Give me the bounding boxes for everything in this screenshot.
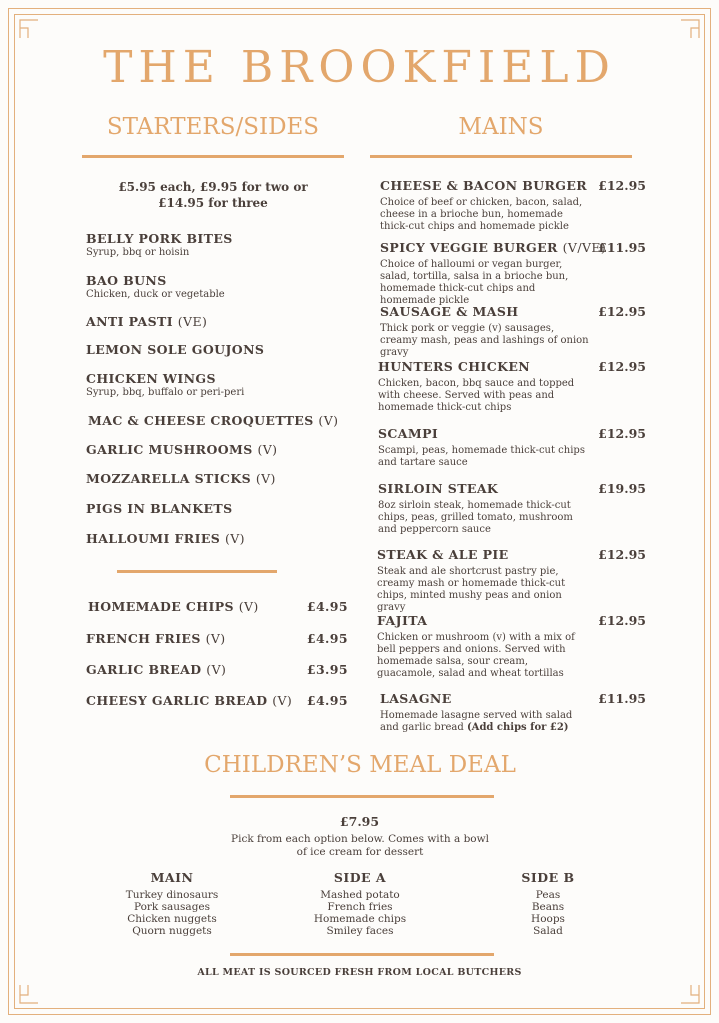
main-name: LASAGNE	[380, 691, 452, 706]
side-item	[88, 599, 348, 614]
kids-column-side-b	[478, 870, 618, 937]
starter-item	[86, 531, 245, 546]
main-name: CHEESE & BACON BURGER	[380, 178, 588, 193]
main-item	[380, 178, 646, 233]
main-price: £12.95	[598, 304, 646, 319]
side-name: HOMEMADE CHIPS	[88, 599, 234, 614]
list-item: Hoops	[531, 913, 565, 925]
column-heading: SIDE A	[333, 870, 387, 885]
side-price: £3.95	[306, 662, 348, 677]
footer-note: ALL MEAT IS SOURCED FRESH FROM LOCAL BUTCHERS	[197, 967, 522, 978]
list-item: Mashed potato	[320, 889, 400, 901]
main-price: £12.95	[598, 547, 646, 562]
diet-tag: (V)	[205, 631, 226, 646]
kids-heading: CHILDREN’S MEAL DEAL	[204, 752, 516, 778]
list-item: Beans	[531, 901, 565, 913]
main-item	[380, 240, 646, 307]
list-item: Quorn nuggets	[132, 925, 212, 937]
starter-item	[86, 501, 233, 516]
main-desc: Steak and ale shortcrust pastry pie, creamy mash or homemade thick-cut chips, minted mushy peas and onion gravy	[377, 566, 566, 613]
starter-name: MAC & CHEESE CROQUETTES	[88, 413, 314, 428]
main-desc: Choice of halloumi or vegan burger, salad, tortilla, salsa in a brioche bun, homemade thick-cut chips and homemade pickle	[380, 259, 569, 306]
main-desc: 8oz sirloin steak, homemade thick-cut chips, peas, grilled tomato, mushroom and peppercorn sauce	[378, 500, 573, 535]
list-item: Turkey dinosaurs	[125, 889, 219, 901]
starter-item	[86, 471, 276, 486]
column-heading: MAIN	[150, 870, 194, 885]
starter-name: HALLOUMI FRIES	[86, 531, 221, 546]
side-item	[86, 631, 348, 646]
diet-tag: (V)	[238, 599, 259, 614]
main-item	[378, 426, 646, 469]
kids-column-side-a	[290, 870, 430, 937]
starter-name: GARLIC MUSHROOMS	[86, 442, 253, 457]
side-name: CHEESY GARLIC BREAD	[86, 693, 268, 708]
main-item	[380, 691, 646, 734]
add-on-note: (Add chips for £2)	[466, 722, 569, 733]
starter-item	[86, 442, 277, 457]
mains-heading: MAINS	[458, 114, 544, 140]
divider	[370, 155, 632, 158]
starter-desc: Chicken, duck or vegetable	[86, 289, 225, 300]
main-desc: Thick pork or veggie (v) sausages, creamy mash, peas and lashings of onion gravy	[380, 323, 589, 358]
main-item	[378, 481, 646, 536]
starter-name: LEMON SOLE GOUJONS	[86, 342, 265, 357]
side-price: £4.95	[306, 631, 348, 646]
corner-ornament-icon	[681, 14, 705, 38]
main-price: £11.95	[598, 691, 646, 706]
main-price: £12.95	[598, 426, 646, 441]
main-name: HUNTERS CHICKEN	[378, 359, 531, 374]
starter-name: MOZZARELLA STICKS	[86, 471, 252, 486]
main-item	[377, 547, 646, 614]
starter-desc: Syrup, bbq or hoisin	[86, 247, 190, 258]
corner-ornament-icon	[14, 985, 38, 1009]
starter-item	[88, 413, 338, 428]
divider	[82, 155, 344, 158]
main-desc: Homemade lasagne served with salad and garlic bread (Add chips for £2)	[380, 710, 573, 733]
starter-desc: Syrup, bbq, buffalo or peri-peri	[86, 387, 245, 398]
side-item	[86, 693, 348, 708]
kids-description: Pick from each option below. Comes with a bowl of ice cream for dessert	[231, 833, 489, 858]
list-item: Smiley faces	[326, 925, 394, 937]
starters-heading: STARTERS/SIDES	[106, 114, 320, 140]
starter-name: ANTI PASTI	[86, 314, 173, 329]
main-price: £19.95	[598, 481, 646, 496]
diet-tag: (V)	[255, 471, 276, 486]
corner-ornament-icon	[681, 985, 705, 1009]
starter-item	[86, 342, 264, 357]
main-name: FAJITA	[377, 613, 428, 628]
main-desc: Scampi, peas, homemade thick-cut chips and tartare sauce	[378, 445, 585, 468]
list-item: Chicken nuggets	[127, 913, 217, 925]
side-price: £4.95	[306, 693, 348, 708]
starter-item	[86, 231, 233, 258]
main-price: £12.95	[598, 613, 646, 628]
kids-price: £7.95	[339, 814, 380, 829]
restaurant-title: THE BROOKFIELD	[103, 42, 616, 93]
main-name: SCAMPI	[378, 426, 439, 441]
diet-tag: (V)	[318, 413, 339, 428]
diet-tag: (V/VE)	[562, 240, 607, 255]
starter-item	[86, 314, 207, 329]
main-name: STEAK & ALE PIE	[377, 547, 509, 562]
main-item	[378, 359, 646, 414]
main-price: £12.95	[598, 359, 646, 374]
list-item: Homemade chips	[313, 913, 407, 925]
starter-name: PIGS IN BLANKETS	[86, 501, 233, 516]
starter-item	[86, 371, 244, 398]
main-desc: Choice of beef or chicken, bacon, salad, cheese in a brioche bun, homemade thick-cut chips and homemade pickle	[380, 197, 583, 232]
side-item	[86, 662, 348, 677]
starter-name: CHICKEN WINGS	[86, 371, 216, 386]
diet-tag: (V)	[272, 693, 293, 708]
main-desc: Chicken, bacon, bbq sauce and topped with cheese. Served with peas and homemade thick-cut chips	[378, 378, 575, 413]
divider	[117, 570, 277, 573]
main-item	[380, 304, 646, 359]
starters-price-note: £5.95 each, £9.95 for two or £14.95 for three	[118, 180, 308, 210]
main-price: £11.95	[598, 240, 646, 255]
divider	[230, 953, 494, 956]
diet-tag: (V)	[257, 442, 278, 457]
column-heading: SIDE B	[521, 870, 575, 885]
main-desc: Chicken or mushroom (v) with a mix of bell peppers and onions. Served with homemade salsa, sour cream, guacamole, salad and wheat tortillas	[377, 632, 575, 679]
diet-tag: (V)	[206, 662, 227, 677]
list-item: Peas	[535, 889, 561, 901]
main-name: SIRLOIN STEAK	[378, 481, 499, 496]
main-item	[377, 613, 646, 680]
starter-item	[86, 273, 225, 300]
list-item: French fries	[327, 901, 393, 913]
corner-ornament-icon	[14, 14, 38, 38]
side-name: FRENCH FRIES	[86, 631, 201, 646]
main-price: £12.95	[598, 178, 646, 193]
side-price: £4.95	[306, 599, 348, 614]
list-item: Pork sausages	[133, 901, 211, 913]
diet-tag: (V)	[224, 531, 245, 546]
side-name: GARLIC BREAD	[86, 662, 202, 677]
kids-column-main	[102, 870, 242, 937]
starter-name: BELLY PORK BITES	[86, 231, 233, 246]
divider	[230, 795, 494, 798]
starter-name: BAO BUNS	[86, 273, 167, 288]
main-name: SAUSAGE & MASH	[380, 304, 519, 319]
diet-tag: (VE)	[177, 314, 208, 329]
list-item: Salad	[533, 925, 563, 937]
main-name: SPICY VEGGIE BURGER	[380, 240, 558, 255]
